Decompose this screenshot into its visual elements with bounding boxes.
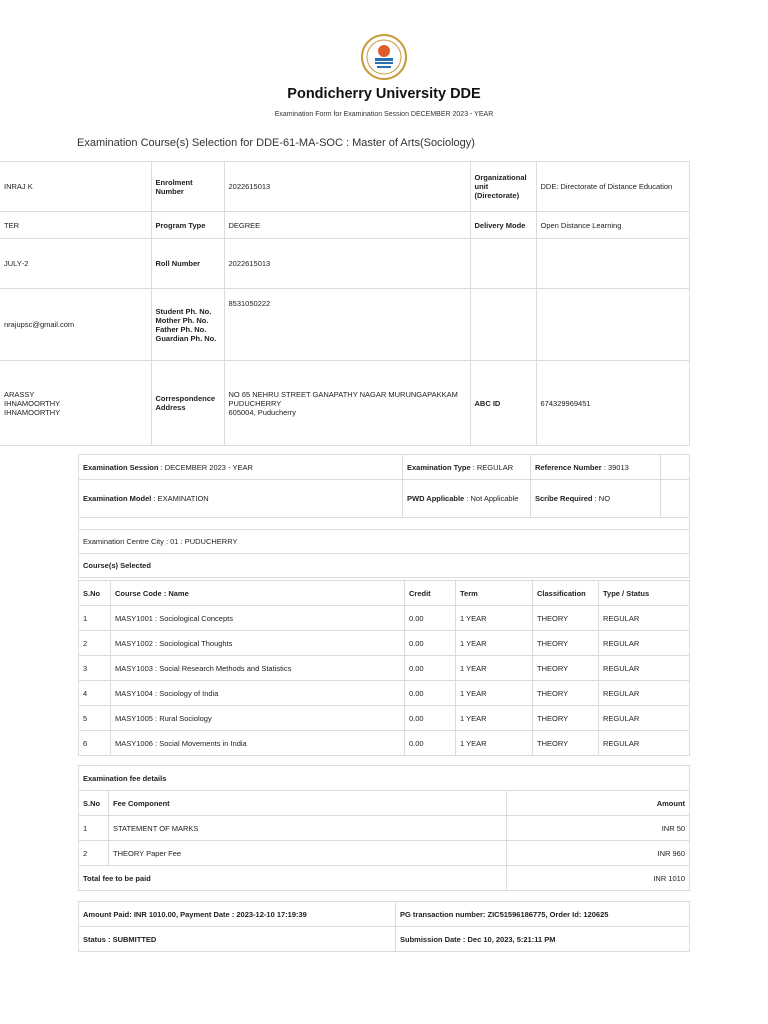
delivery-mode-label: Delivery Mode xyxy=(470,212,536,239)
table-row: 3 MASY1003 : Social Research Methods and Statistics 0.00 1 YEAR THEORY REGULAR xyxy=(79,656,690,681)
parent-names: ARASSY IHNAMOORTHY IHNAMOORTHY xyxy=(0,361,151,446)
abc-label: ABC ID xyxy=(470,361,536,446)
form-subtitle: Examination Form for Examination Session DECEMBER 2023 - YEAR xyxy=(274,111,494,118)
table-row: 2 THEORY Paper Fee INR 960 xyxy=(79,841,690,866)
payment-table xyxy=(78,901,690,952)
total-fee-label: Total fee to be paid xyxy=(79,866,507,891)
courses-table xyxy=(78,580,690,756)
program-type-value: DEGREE xyxy=(224,212,470,239)
fee-header-row: S.No Fee Component Amount xyxy=(79,791,690,816)
reference-number: Reference Number : 39013 xyxy=(531,455,661,480)
email-value: nrajupsc@gmail.com xyxy=(0,289,151,361)
org-unit-label: Organizational unit (Directorate) xyxy=(470,162,536,212)
course-selection-heading: Examination Course(s) Selection for DDE-61-MA-SOC : Master of Arts(Sociology) xyxy=(77,137,475,149)
phone-value: 8531050222 xyxy=(224,289,470,361)
pg-transaction: PG transaction number: ZIC51596186775, Order Id: 120625 xyxy=(396,902,690,927)
correspondence-label: Correspondence Address xyxy=(151,361,224,446)
submission-date: Submission Date : Dec 10, 2023, 5:21:11 PM xyxy=(396,927,690,952)
fee-details-title: Examination fee details xyxy=(79,766,690,791)
exam-session: Examination Session : DECEMBER 2023 - YEAR xyxy=(79,455,403,480)
page-title: Pondicherry University DDE xyxy=(287,86,481,102)
pwd-applicable: PWD Applicable : Not Applicable xyxy=(403,480,531,518)
courses-selected-label: Course(s) Selected xyxy=(79,554,690,578)
org-unit-value: DDE: Directorate of Distance Education xyxy=(536,162,689,212)
enrolment-value: 2022615013 xyxy=(224,162,470,212)
phone-labels: Student Ph. No. Mother Ph. No. Father Ph. No. Guardian Ph. No. xyxy=(151,289,224,361)
roll-value: 2022615013 xyxy=(224,239,470,289)
total-fee-value: INR 1010 xyxy=(507,866,690,891)
scribe-required: Scribe Required : NO xyxy=(531,480,661,518)
enrolment-label: Enrolment Number xyxy=(151,162,224,212)
batch-value: 2-JULY xyxy=(0,239,151,289)
delivery-mode-value: Open Distance Learning xyxy=(536,212,689,239)
table-row: 4 MASY1004 : Sociology of India 0.00 1 YEAR THEORY REGULAR xyxy=(79,681,690,706)
roll-label: Roll Number xyxy=(151,239,224,289)
exam-type: Examination Type : REGULAR xyxy=(403,455,531,480)
table-row: 2 MASY1002 : Sociological Thoughts 0.00 1 YEAR THEORY REGULAR xyxy=(79,631,690,656)
university-logo xyxy=(360,33,408,81)
address-value: NO 65 NEHRU STREET GANAPATHY NAGAR MURUNGAPAKKAM PUDUCHERRY 605004, Puducherry xyxy=(224,361,470,446)
exam-centre: Examination Centre City : 01 : PUDUCHERRY xyxy=(79,530,690,554)
table-row: 6 MASY1006 : Social Movements in India 0.00 1 YEAR THEORY REGULAR xyxy=(79,731,690,756)
courses-header-row: S.No Course Code : Name Credit Term Classification Type / Status xyxy=(79,581,690,606)
program-type-label: Program Type xyxy=(151,212,224,239)
student-name: INRAJ K xyxy=(0,162,151,212)
exam-info-table xyxy=(78,454,690,578)
table-row: 5 MASY1005 : Rural Sociology 0.00 1 YEAR THEORY REGULAR xyxy=(79,706,690,731)
semester-value: TER xyxy=(0,212,151,239)
table-row: 1 MASY1001 : Sociological Concepts 0.00 1 YEAR THEORY REGULAR xyxy=(79,606,690,631)
student-details-table xyxy=(0,161,690,446)
exam-model: Examination Model : EXAMINATION xyxy=(79,480,403,518)
abc-value: 674329969451 xyxy=(536,361,689,446)
status-badge: Status : SUBMITTED xyxy=(79,927,396,952)
fee-details-table xyxy=(78,765,690,891)
amount-paid: Amount Paid: INR 1010.00, Payment Date : 2023-12-10 17:19:39 xyxy=(79,902,396,927)
table-row: 1 STATEMENT OF MARKS INR 50 xyxy=(79,816,690,841)
